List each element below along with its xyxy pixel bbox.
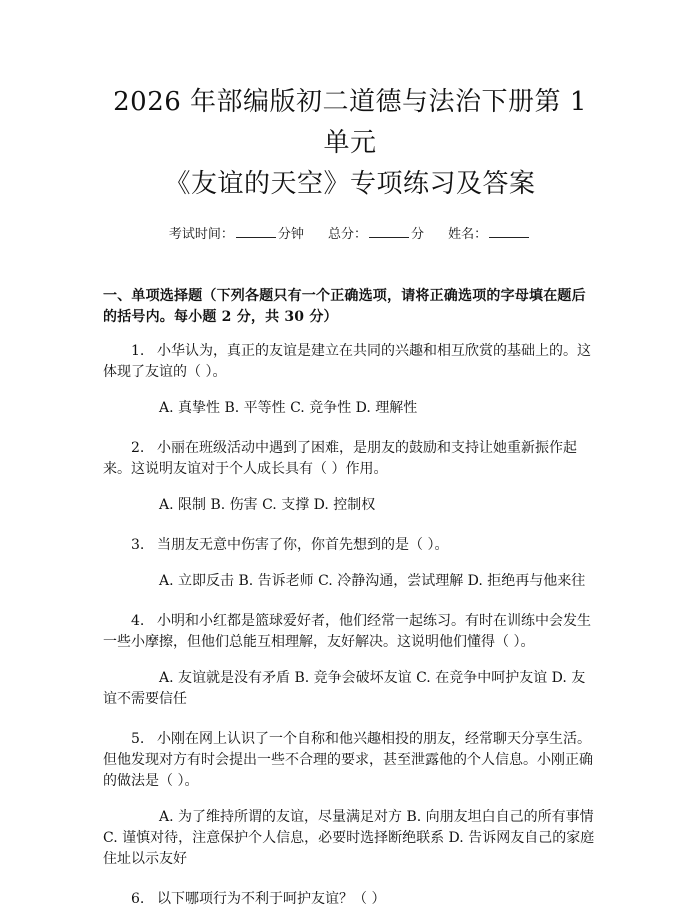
question-text: 小丽在班级活动中遇到了困难，是朋友的鼓励和支持让她重新振作起来。这说明友谊对于个人成长具有（ ）作用。 (103, 440, 577, 477)
question-5 (103, 729, 597, 792)
question-text: 以下哪项行为不利于呵护友谊？（ ） (157, 891, 386, 907)
question-2-options: A. 限制 B. 伤害 C. 支撑 D. 控制权 (159, 497, 376, 513)
question-4 (103, 611, 597, 653)
question-text: 当朋友无意中伤害了你，你首先想到的是（ ）。 (157, 537, 449, 553)
question-1 (103, 341, 597, 383)
question-number: 2. (131, 440, 145, 456)
time-blank[interactable] (236, 225, 276, 238)
question-text: 小刚在网上认识了一个自称和他兴趣相投的朋友，经常聊天分享生活。但他发现对方有时会提出一些不合理的要求，甚至泄露他的个人信息。小刚正确的做法是（ ）。 (103, 731, 593, 789)
question-4-options: A. 友谊就是没有矛盾 B. 竞争会破坏友谊 C. 在竞争中呵护友谊 D. 友谊不需要信任 (103, 670, 586, 707)
question-number: 3. (131, 537, 145, 553)
question-number: 4. (131, 613, 145, 629)
total-score: 总分： 分 (327, 227, 425, 242)
question-number: 5. (131, 731, 145, 747)
name-blank[interactable] (489, 225, 529, 238)
question-1-options: A. 真挚性 B. 平等性 C. 竞争性 D. 理解性 (159, 400, 418, 416)
exam-meta-line (103, 225, 597, 244)
exam-time: 考试时间： 分钟 (168, 227, 304, 242)
question-number: 6. (131, 891, 145, 907)
question-2 (103, 438, 597, 480)
question-6 (103, 889, 597, 910)
section-1-title: 一、单项选择题（下列各题只有一个正确选项，请将正确选项的字母填在题后的括号内。每小题 2 分，共 30 分） (103, 288, 586, 325)
question-5-options: A. 为了维持所谓的友谊，尽量满足对方 B. 向朋友坦白自己的所有事情 C. 谨慎对待，注意保护个人信息，必要时选择断绝联系 D. 告诉网友自己的家庭住址以示友好 (103, 809, 595, 867)
question-text: 小华认为，真正的友谊是建立在共同的兴趣和相互欣赏的基础上的。这体现了友谊的（ ）。 (103, 343, 591, 380)
question-text: 小明和小红都是篮球爱好者，他们经常一起练习。有时在训练中会发生一些小摩擦，但他们总能互相理解，友好解决。这说明他们懂得（ ）。 (103, 613, 591, 650)
question-3-options: A. 立即反击 B. 告诉老师 C. 冷静沟通，尝试理解 D. 拒绝再与他来往 (159, 573, 586, 589)
question-number: 1. (131, 343, 145, 359)
student-name: 姓名： (448, 225, 531, 244)
title-line-1: 2026 年部编版初二道德与法治下册第 1 单元 (113, 87, 587, 158)
title-line-2: 《友谊的天空》专项练习及答案 (164, 169, 536, 199)
score-blank[interactable] (369, 225, 409, 238)
question-3 (103, 535, 597, 556)
document-title (103, 0, 597, 205)
